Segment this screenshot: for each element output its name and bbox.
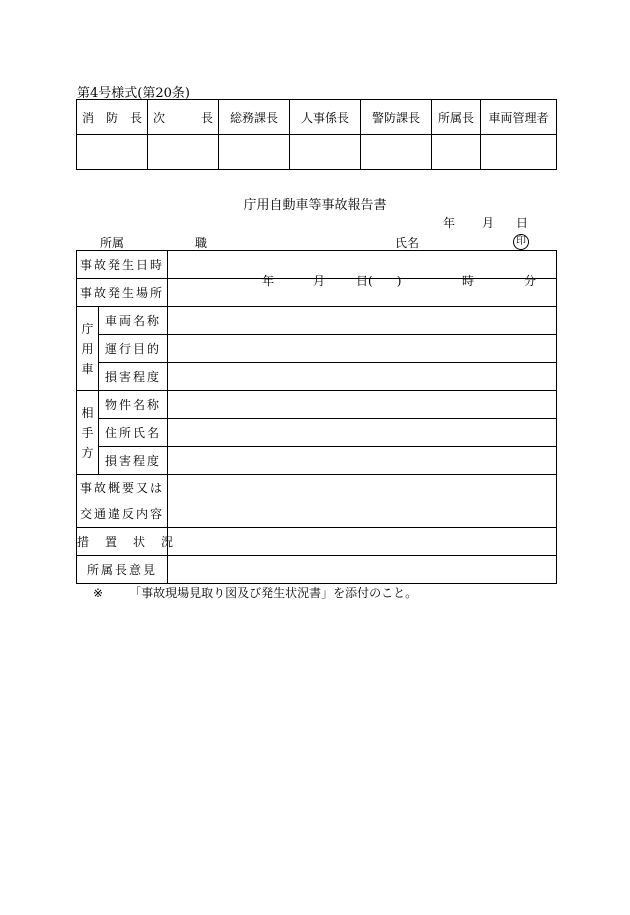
measures-label: 措 置 状 況	[77, 528, 168, 556]
accident-summary-field[interactable]	[168, 475, 557, 528]
form-number-label: 第4号様式(第20条)	[77, 86, 190, 101]
gov-vehicle-group-label: 庁 用 車	[77, 307, 99, 391]
date-day-label: 日	[516, 216, 529, 230]
report-table	[76, 250, 557, 584]
note-text: 「事故現場見取り図及び発生状況書」を添付のこと。	[129, 586, 418, 600]
approval-stamp-table	[76, 99, 557, 170]
attachment-note	[93, 584, 417, 601]
approval-header-personnel: 人事係長	[290, 100, 361, 135]
date-year-label: 年	[443, 216, 456, 230]
gov-purpose-field[interactable]	[168, 335, 557, 363]
affiliation-label: 所属	[100, 236, 125, 250]
gov-vehicle-name-label: 車両名称	[99, 307, 168, 335]
department-head-opinion-label: 所属長意見	[77, 556, 168, 584]
datetime-hour-unit: 時	[462, 273, 475, 288]
approval-stamp-cell[interactable]	[290, 135, 361, 170]
datetime-month-unit: 月	[313, 273, 326, 288]
datetime-day-unit: 日( )	[356, 273, 402, 288]
approval-header-general-affairs: 総務課長	[219, 100, 290, 135]
approval-stamp-cell[interactable]	[148, 135, 219, 170]
document-title: 庁用自動車等事故報告書	[243, 198, 387, 213]
approval-stamp-cell[interactable]	[219, 135, 290, 170]
gov-vehicle-name-field[interactable]	[168, 307, 557, 335]
approval-header-department-head: 所属長	[432, 100, 481, 135]
other-address-label: 住所氏名	[99, 419, 168, 447]
name-label: 氏名	[395, 236, 420, 250]
approval-stamp-cell[interactable]	[481, 135, 557, 170]
seal-mark: 印	[513, 234, 529, 250]
other-party-group-label: 相 手 方	[77, 391, 99, 475]
other-object-field[interactable]	[168, 391, 557, 419]
accident-datetime-label: 事故発生日時	[77, 251, 168, 279]
approval-header-vehicle-manager: 車両管理者	[481, 100, 557, 135]
accident-datetime-field[interactable]	[168, 251, 557, 288]
approval-stamp-cell[interactable]	[77, 135, 148, 170]
approval-header-fire-defense: 警防課長	[361, 100, 432, 135]
gov-damage-label: 損害程度	[99, 363, 168, 391]
other-damage-field[interactable]	[168, 447, 557, 475]
approval-header-deputy: 次 長	[148, 100, 219, 135]
accident-place-label: 事故発生場所	[77, 279, 168, 307]
approval-header-chief: 消 防 長	[77, 100, 148, 135]
accident-summary-label: 事故概要又は 交通違反内容	[77, 475, 168, 528]
department-head-opinion-field[interactable]	[168, 556, 557, 584]
approval-stamp-cell[interactable]	[361, 135, 432, 170]
post-label: 職	[195, 236, 208, 250]
gov-purpose-label: 運行目的	[99, 335, 168, 363]
other-object-label: 物件名称	[99, 391, 168, 419]
measures-field[interactable]	[168, 528, 557, 556]
note-mark: ※	[93, 586, 104, 600]
other-address-field[interactable]	[168, 419, 557, 447]
approval-stamp-cell[interactable]	[432, 135, 481, 170]
other-damage-label: 損害程度	[99, 447, 168, 475]
datetime-minute-unit: 分	[524, 273, 537, 288]
gov-damage-field[interactable]	[168, 363, 557, 391]
date-month-label: 月	[482, 216, 495, 230]
datetime-year-unit: 年	[262, 273, 275, 288]
